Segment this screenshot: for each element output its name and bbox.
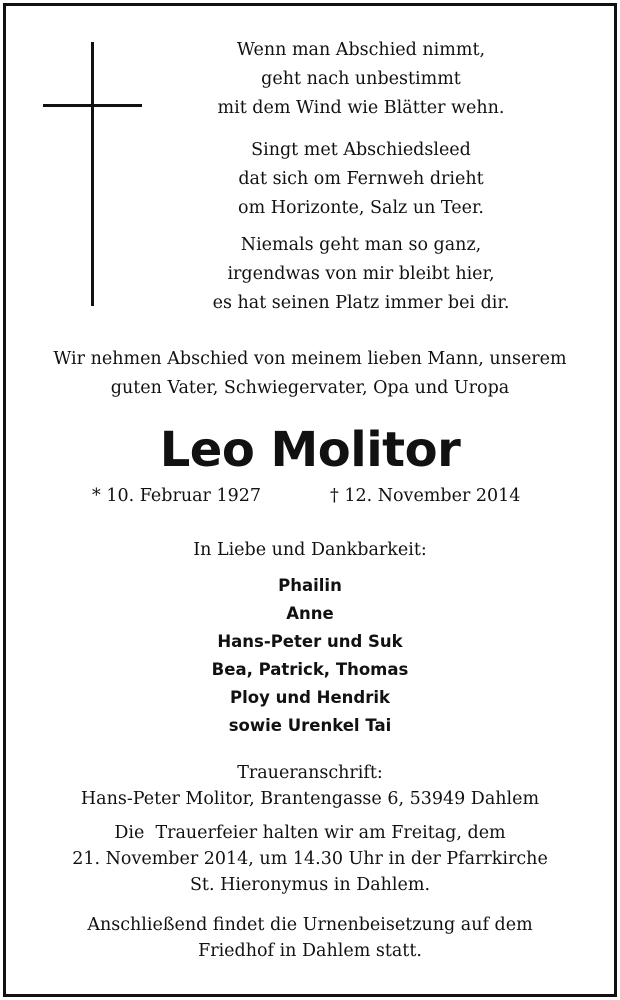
- poem-stanza-2: [196, 136, 526, 223]
- mourning-address: [20, 760, 600, 812]
- service-line: 21. November 2014, um 14.30 Uhr in der Pfarrkirche: [72, 849, 548, 869]
- family-member: Hans-Peter und Suk: [217, 632, 403, 651]
- poem-line: geht nach unbestimmt: [261, 69, 461, 89]
- cross-icon: [91, 42, 94, 306]
- farewell-intro: [20, 345, 600, 403]
- poem-line: es hat seinen Platz immer bei dir.: [212, 293, 510, 313]
- poem-stanza-1: [196, 36, 526, 123]
- family-member: Anne: [286, 604, 334, 623]
- poem-line: Niemals geht man so ganz,: [240, 235, 482, 255]
- poem-line: Singt met Abschiedsleed: [251, 140, 471, 160]
- burial-line: Friedhof in Dahlem statt.: [198, 941, 422, 961]
- poem-line: mit dem Wind wie Blätter wehn.: [217, 98, 505, 118]
- address-label: Traueranschrift:: [237, 763, 383, 783]
- poem-line: irgendwas von mir bleibt hier,: [227, 264, 495, 284]
- poem-line: Wenn man Abschied nimmt,: [236, 40, 486, 60]
- family-member: Bea, Patrick, Thomas: [211, 660, 409, 679]
- service-line: Die Trauerfeier halten wir am Freitag, dem: [114, 823, 506, 843]
- dedication-line: In Liebe und Dankbarkeit:: [193, 540, 427, 560]
- service-line: St. Hieronymus in Dahlem.: [189, 875, 431, 895]
- intro-line: guten Vater, Schwiegervater, Opa und Uropa: [110, 378, 510, 398]
- deceased-name: Leo Molitor: [159, 422, 461, 478]
- cross-icon-crossbar: [43, 104, 142, 107]
- burial-info: [20, 912, 600, 964]
- poem-stanza-3: [196, 231, 526, 318]
- family-member: sowie Urenkel Tai: [228, 716, 392, 735]
- intro-line: Wir nehmen Abschied von meinem lieben Mann, unserem: [53, 349, 567, 369]
- poem-line: dat sich om Fernweh drieht: [238, 169, 484, 189]
- family-member: Ploy und Hendrik: [230, 688, 390, 707]
- family-member: Phailin: [278, 576, 342, 595]
- burial-line: Anschließend findet die Urnenbeisetzung auf dem: [87, 915, 533, 935]
- death-date: † 12. November 2014: [330, 486, 521, 506]
- address-line: Hans-Peter Molitor, Brantengasse 6, 53949 Dahlem: [80, 789, 540, 809]
- poem-line: om Horizonte, Salz un Teer.: [238, 198, 484, 218]
- funeral-service-info: [20, 820, 600, 898]
- birth-date: * 10. Februar 1927: [92, 486, 261, 506]
- family-list: [20, 572, 600, 740]
